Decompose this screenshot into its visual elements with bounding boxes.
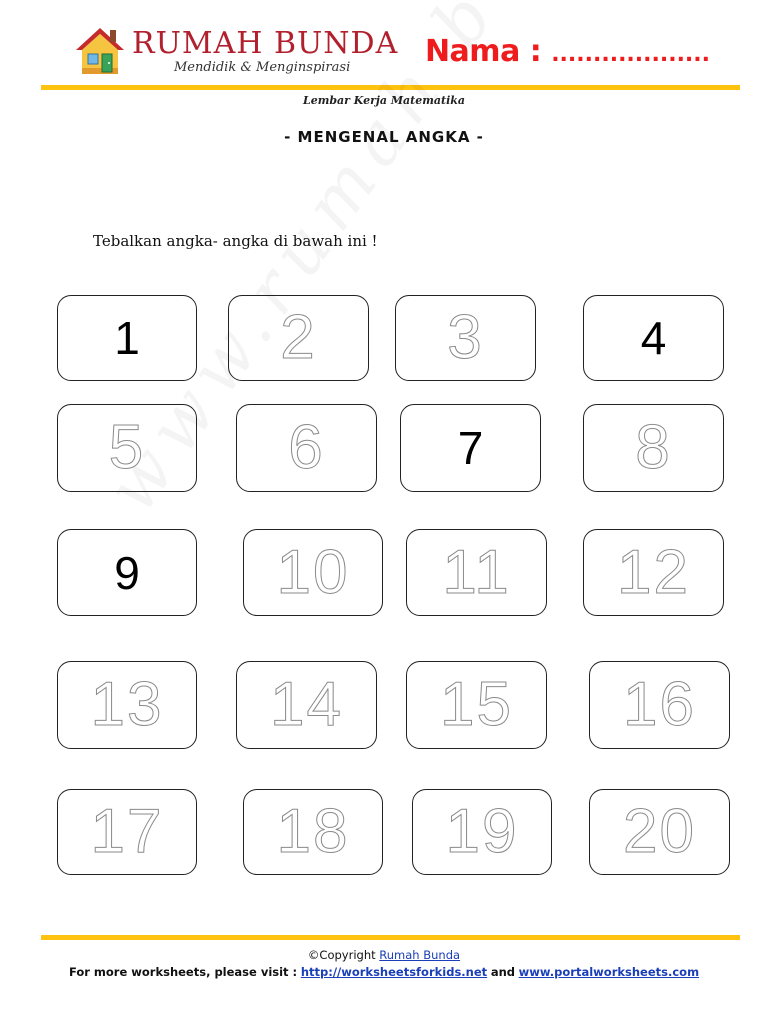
number-box-6[interactable] (236, 404, 377, 492)
worksheet-title: - MENGENAL ANGKA - (284, 128, 484, 146)
number-9: 9 (114, 546, 140, 599)
number-box-15[interactable] (406, 661, 547, 749)
number-10: 10 (276, 537, 350, 607)
brand-logo (72, 24, 399, 84)
number-box-7[interactable] (400, 404, 541, 492)
number-4: 4 (640, 312, 667, 364)
number-box-10[interactable] (243, 529, 383, 616)
number-box-8[interactable] (583, 404, 724, 492)
number-box-18[interactable] (243, 789, 383, 875)
number-11: 11 (442, 537, 511, 607)
number-box-11[interactable] (406, 529, 547, 616)
worksheet-subtitle: Lembar Kerja Matematika (302, 94, 466, 107)
brand-title: RUMAH BUNDA (132, 26, 399, 61)
number-box-14[interactable] (236, 661, 377, 749)
footer-copyright (0, 948, 768, 962)
copyright-text: ©Copyright (307, 948, 376, 962)
number-box-5[interactable] (57, 404, 197, 492)
number-12: 12 (617, 537, 690, 607)
number-box-17[interactable] (57, 789, 197, 875)
and-text: and (490, 965, 515, 979)
worksheet-instruction: Tebalkan angka- angka di bawah ini ! (93, 232, 378, 250)
number-14: 14 (270, 670, 343, 739)
number-box-4[interactable] (583, 295, 724, 381)
number-16: 16 (623, 670, 696, 739)
number-box-2[interactable] (228, 295, 369, 381)
number-7: 7 (457, 422, 484, 474)
number-8: 8 (635, 413, 672, 482)
number-box-9[interactable] (57, 529, 197, 616)
name-field[interactable] (425, 34, 710, 69)
footer-visit (0, 965, 768, 979)
number-5: 5 (108, 413, 146, 482)
number-box-12[interactable] (583, 529, 724, 616)
number-box-13[interactable] (57, 661, 197, 749)
number-1: 1 (114, 312, 140, 364)
portalworksheets-link[interactable]: www.portalworksheets.com (518, 965, 700, 979)
number-15: 15 (440, 670, 513, 739)
number-box-20[interactable] (589, 789, 730, 875)
footer-divider (41, 935, 740, 940)
number-19: 19 (445, 797, 519, 866)
number-20: 20 (623, 797, 696, 866)
name-dots: ................... (551, 42, 710, 67)
number-17: 17 (90, 797, 164, 866)
house-icon (72, 24, 128, 80)
number-box-3[interactable] (395, 295, 536, 381)
number-6: 6 (288, 413, 325, 482)
number-3: 3 (447, 303, 484, 372)
visit-text: For more worksheets, please visit : (68, 965, 298, 979)
number-box-16[interactable] (589, 661, 730, 749)
number-box-1[interactable] (57, 295, 197, 381)
brand-tagline: Mendidik & Menginspirasi (174, 60, 351, 75)
name-label: Nama : (424, 34, 542, 69)
number-18: 18 (276, 797, 350, 866)
copyright-link[interactable]: Rumah Bunda (379, 948, 461, 962)
header-divider (41, 85, 740, 90)
number-2: 2 (280, 303, 317, 372)
worksheetsforkids-link[interactable]: http://worksheetsforkids.net (300, 965, 488, 979)
number-13: 13 (90, 670, 164, 739)
number-box-19[interactable] (412, 789, 552, 875)
